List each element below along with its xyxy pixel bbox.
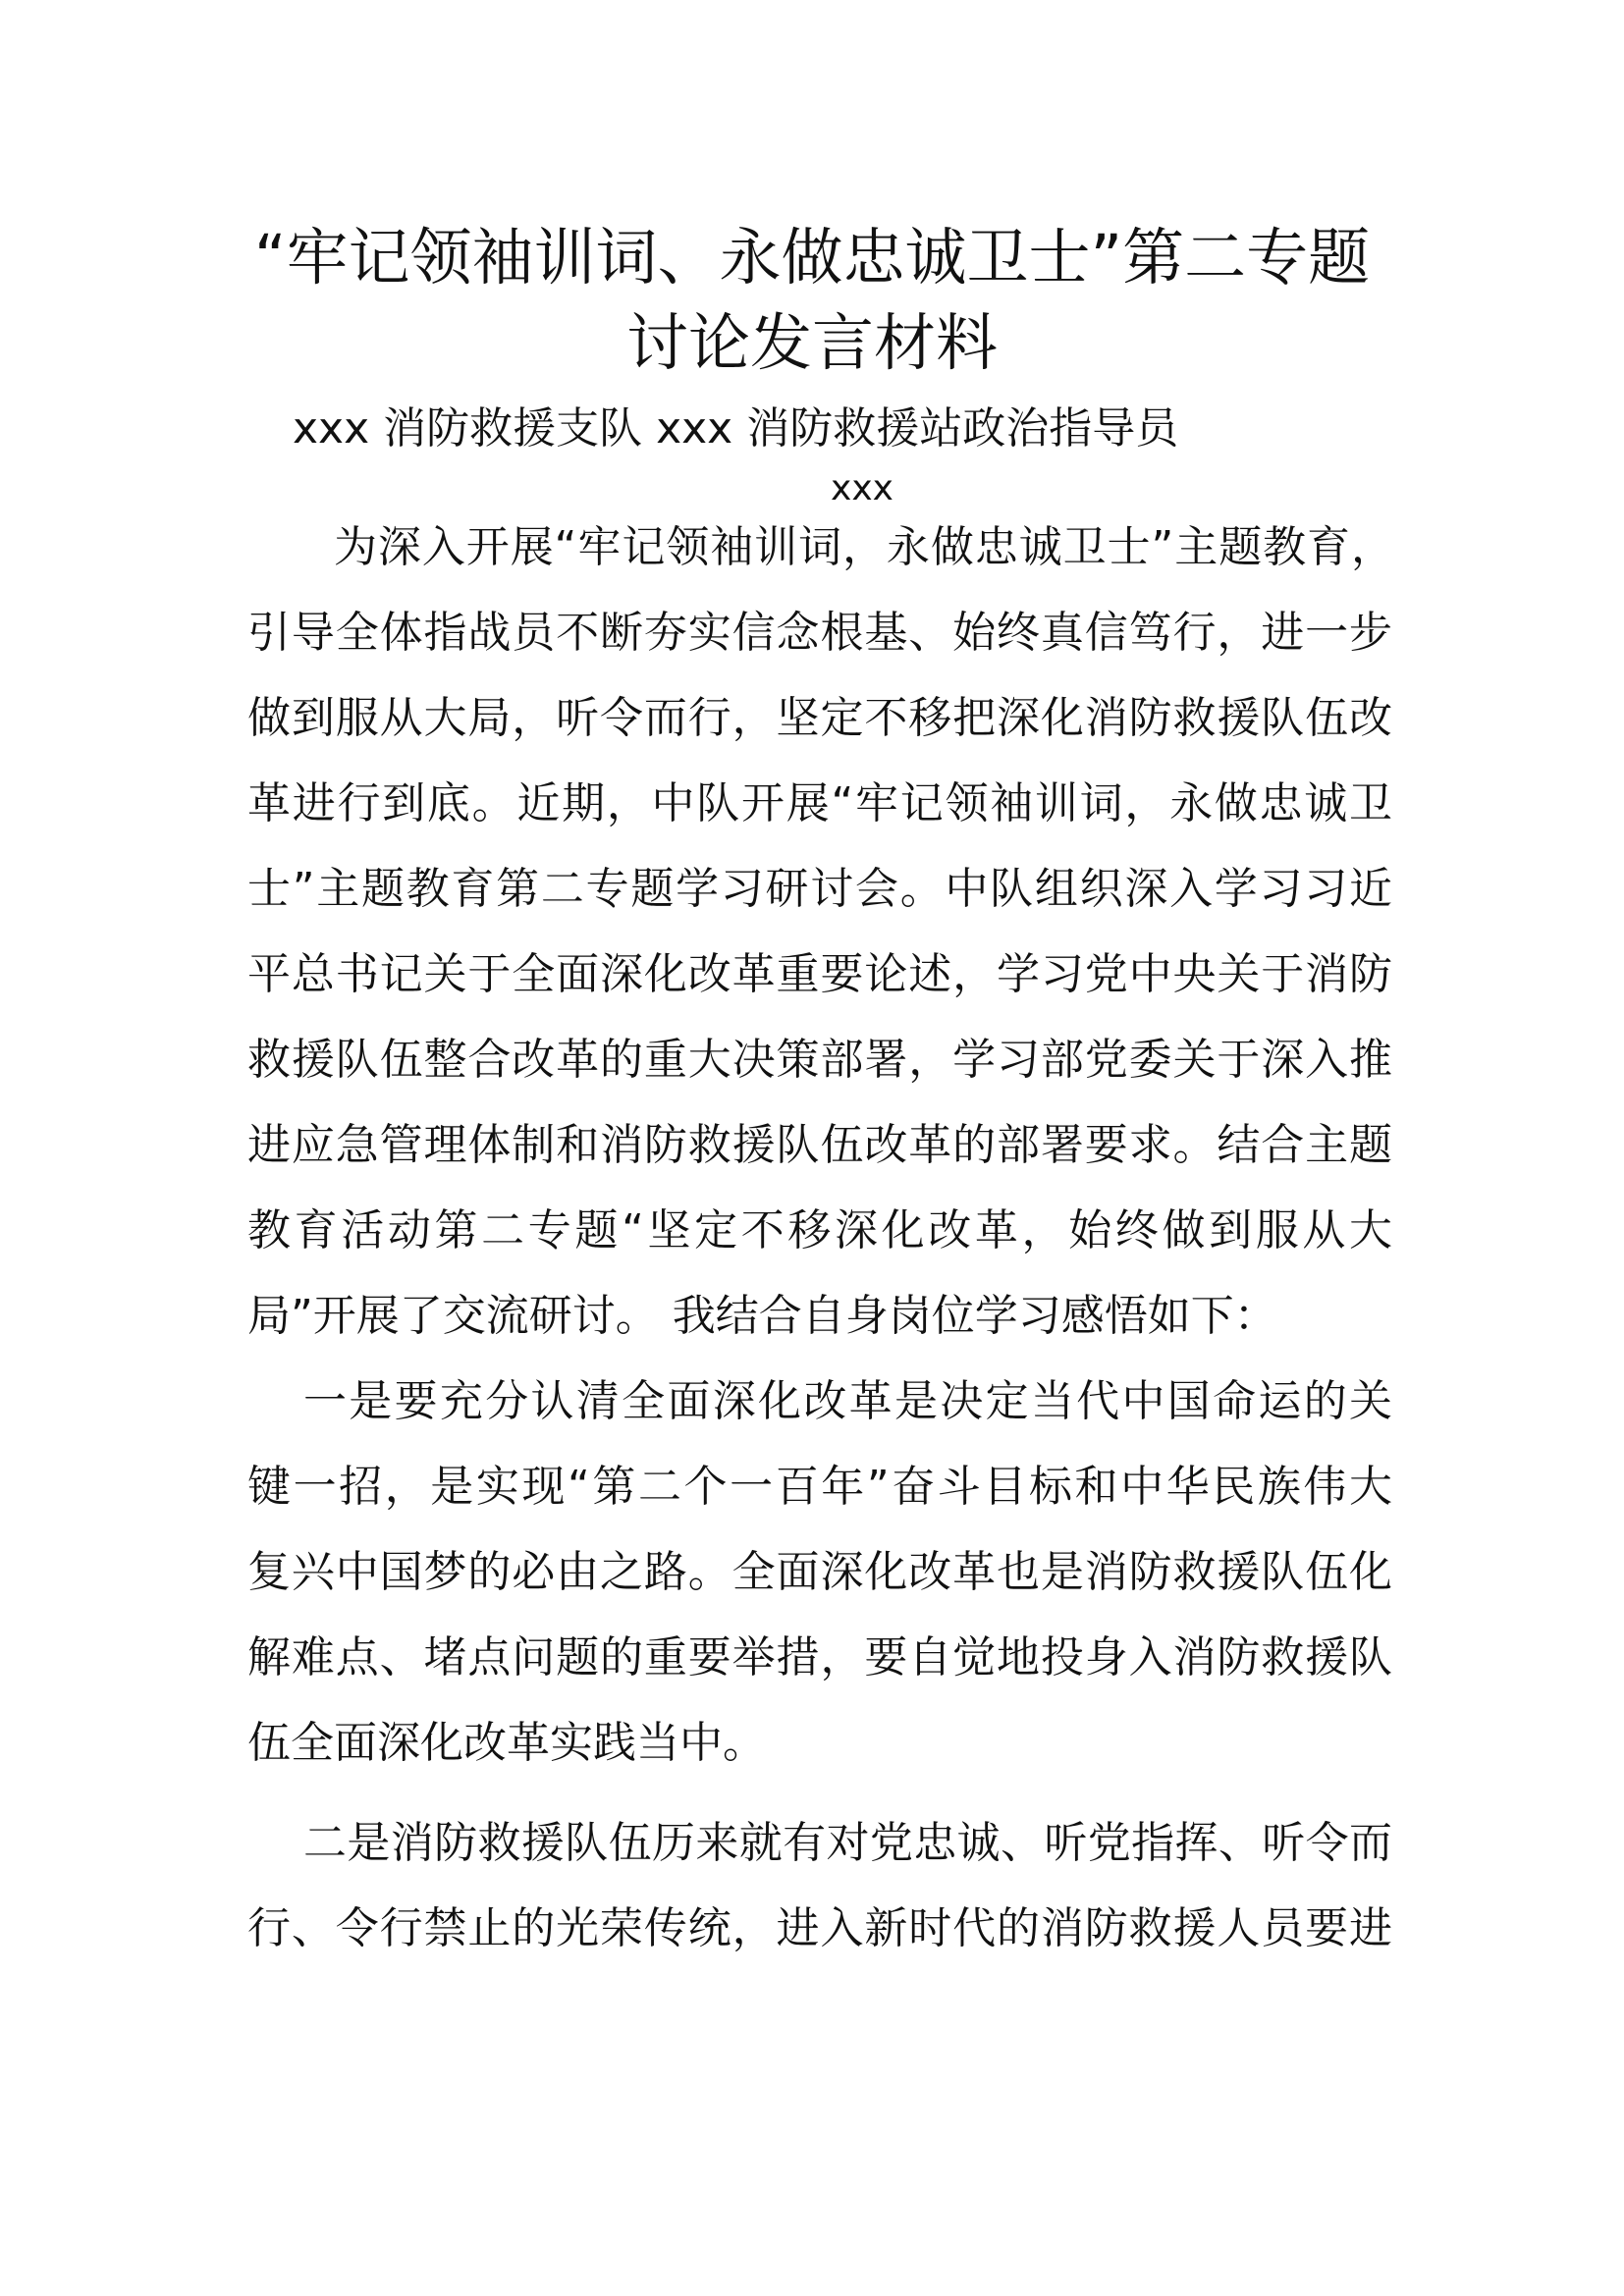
body-line-15: 伍全面深化改革实践当中。	[247, 1718, 766, 1768]
body-line-3: 做到服从大局，听令而行，坚定不移把深化消防救援队伍改	[247, 693, 1392, 743]
body-line-7: 救援队伍整合改革的重大决策部署，学习部党委关于深入推	[247, 1035, 1392, 1085]
body-line-9: 教育活动第二专题“坚定不移深化改革，始终做到服从大	[247, 1205, 1392, 1255]
body-line-4: 革进行到底。近期，中队开展“牢记领袖训词，永做忠诚卫	[247, 778, 1392, 828]
author-name: xxx	[831, 468, 893, 508]
author-affiliation: xxx 消防救援支队 xxx 消防救援站政治指导员	[293, 403, 1179, 454]
body-line-1: 为深入开展“牢记领袖训词，永做忠诚卫士”主题教育，	[334, 522, 1394, 572]
document-title-line-2: 讨论发言材料	[626, 307, 998, 379]
body-line-11: 一是要充分认清全面深化改革是决定当代中国命运的关	[303, 1376, 1392, 1426]
body-line-13: 复兴中国梦的必由之路。全面深化改革也是消防救援队伍化	[247, 1547, 1392, 1597]
body-line-5: 士”主题教育第二专题学习研讨会。中队组织深入学习习近	[247, 864, 1392, 914]
body-line-12: 键一招，是实现“第二个一百年”奋斗目标和中华民族伟大	[247, 1462, 1392, 1512]
body-line-10: 局”开展了交流研讨。 我结合自身岗位学习感悟如下：	[247, 1291, 1277, 1341]
body-line-6: 平总书记关于全面深化改革重要论述，学习党中央关于消防	[247, 949, 1392, 999]
body-line-8: 进应急管理体制和消防救援队伍改革的部署要求。结合主题	[247, 1120, 1392, 1170]
body-line-2: 引导全体指战员不断夯实信念根基、始终真信笃行，进一步	[247, 608, 1392, 658]
body-line-16: 二是消防救援队伍历来就有对党忠诚、听党指挥、听令而	[303, 1818, 1392, 1868]
body-line-14: 解难点、堵点问题的重要举措，要自觉地投身入消防救援队	[247, 1632, 1392, 1682]
document-title-line-1: “牢记领袖训词、永做忠诚卫士”第二专题	[253, 222, 1371, 294]
body-line-17: 行、令行禁止的光荣传统，进入新时代的消防救援人员要进	[247, 1903, 1392, 1953]
